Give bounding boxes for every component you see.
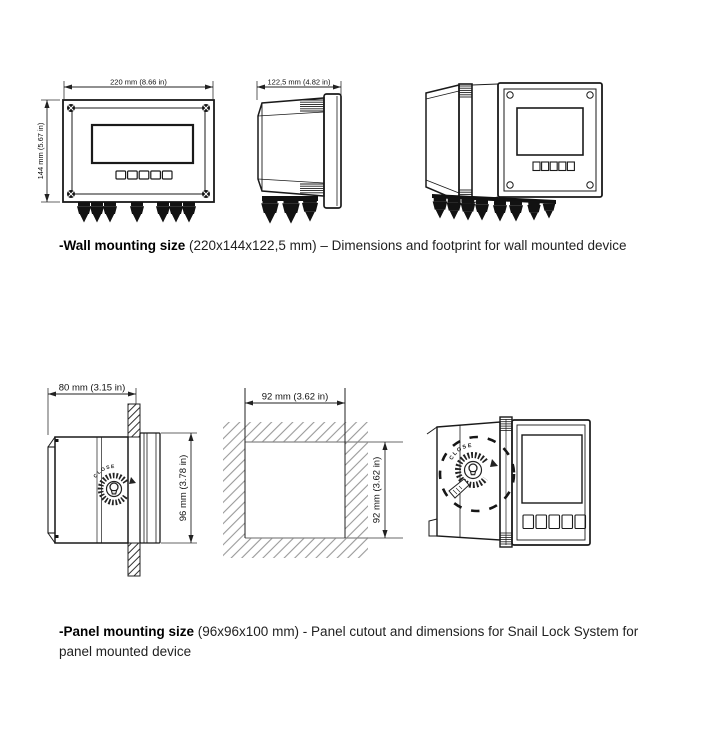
cable-gland: [103, 202, 117, 223]
front-bezel: [512, 420, 590, 545]
cable-gland: [543, 200, 556, 218]
panel-wall-top: [128, 404, 140, 437]
wall-front-height-label: 144 mm (5.67 in): [36, 122, 45, 180]
panel-cutout-view: [223, 388, 403, 558]
screw-hole: [587, 92, 593, 98]
cable-gland: [493, 201, 507, 222]
keypad: [533, 162, 574, 171]
screw: [202, 190, 210, 198]
wall-front-width-label: 220 mm (8.66 in): [110, 77, 167, 87]
panel-wall-bottom: [128, 543, 140, 576]
rotate-arrow-icon: [129, 477, 136, 484]
panel-perspective-view: [427, 417, 590, 547]
cable-glands: [432, 194, 556, 222]
keypad-button: [559, 162, 566, 171]
keypad-button: [542, 162, 549, 171]
panel-caption-text: (96x96x100 mm) - Panel cutout and dimensions for Snail Lock System for panel mounted device: [59, 624, 639, 659]
cable-gland: [77, 202, 91, 223]
wall-front-view: [36, 78, 214, 223]
cable-gland: [282, 198, 300, 224]
wall-caption-text: (220x144x122,5 mm) – Dimensions and footprint for wall mounted device: [185, 238, 627, 253]
keypad-button: [533, 162, 540, 171]
cable-glands: [261, 196, 318, 224]
screw-hole: [507, 182, 513, 188]
cutout-width-label: 92 mm (3.62 in): [261, 391, 329, 403]
cable-gland: [90, 202, 104, 223]
lock-lever: [449, 479, 469, 498]
svg-text:CLOSE: [93, 464, 116, 479]
snail-lock-dial: [449, 443, 498, 498]
cable-gland: [447, 198, 462, 220]
keypad-button: [567, 162, 574, 171]
keyhole-icon: [469, 464, 477, 472]
keypad-button: [151, 171, 161, 179]
keypad-button: [139, 171, 149, 179]
cable-glands: [77, 202, 196, 223]
screw-hole: [587, 182, 593, 188]
close-label: CLOSE: [448, 442, 474, 462]
depth-dimension: [48, 383, 136, 436]
cable-gland: [509, 201, 523, 222]
mounting-plate: [324, 94, 341, 208]
front-bezel: [140, 433, 160, 543]
vent-ribs: [300, 100, 324, 193]
keypad-button: [128, 171, 138, 179]
cable-gland: [169, 202, 183, 223]
cable-gland: [130, 202, 144, 223]
mounting-plate: [459, 84, 472, 204]
cable-gland: [261, 198, 279, 224]
cable-gland: [433, 197, 448, 219]
panel-mounting-caption: [59, 622, 651, 662]
panel-caption-title: -Panel mounting size: [59, 624, 195, 639]
keypad-button: [536, 515, 547, 529]
height-dimension: [161, 433, 197, 543]
keypad-button: [116, 171, 126, 179]
height-dimension: [36, 100, 60, 202]
height-dimension: [372, 442, 386, 538]
keyhole-icon: [110, 483, 118, 491]
wall-mounting-caption: [59, 236, 699, 256]
cable-gland: [182, 202, 196, 223]
rear-housing: [426, 85, 459, 201]
keypad-button: [575, 515, 586, 529]
keypad-button: [550, 162, 557, 171]
screw: [202, 104, 210, 112]
depth-dimension: [257, 78, 341, 101]
rotate-arrow-icon: [490, 459, 498, 467]
vent-ribs: [459, 86, 472, 201]
panel-side-view: [48, 383, 197, 577]
screw: [67, 190, 75, 198]
wall-side-view: [257, 78, 341, 224]
keypad-button: [523, 515, 534, 529]
panel-side-depth-label: 80 mm (3.15 in): [58, 382, 126, 394]
width-dimension: [64, 78, 213, 100]
keypad-button: [162, 171, 172, 179]
device-front: [498, 83, 602, 197]
panel-cutout: [245, 442, 345, 538]
lcd-display: [92, 125, 193, 163]
device-front: [63, 100, 214, 223]
wall-side-depth-label: 122,5 mm (4.82 in): [267, 77, 331, 87]
keypad-button: [562, 515, 573, 529]
cable-gland: [527, 201, 540, 220]
lcd-display: [522, 435, 582, 503]
screw: [67, 104, 75, 112]
close-label: CLOSE: [92, 463, 116, 480]
wall-caption-title: -Wall mounting size: [59, 238, 186, 253]
screw-hole: [507, 92, 513, 98]
cable-gland: [302, 198, 318, 222]
keypad: [116, 171, 172, 179]
snail-lock-dial: [93, 464, 136, 503]
width-dimension: [245, 392, 345, 404]
cutout-height-label: 92 mm (3.62 in): [371, 456, 383, 524]
panel-side-height-label: 96 mm (3.78 in): [178, 454, 189, 522]
keypad-button: [549, 515, 560, 529]
lcd-display: [517, 108, 583, 155]
cable-gland: [156, 202, 170, 223]
cable-gland: [475, 200, 489, 221]
device-side: [258, 94, 341, 224]
wall-perspective-view: [426, 83, 602, 222]
cable-gland: [461, 199, 476, 221]
keypad: [523, 515, 586, 529]
